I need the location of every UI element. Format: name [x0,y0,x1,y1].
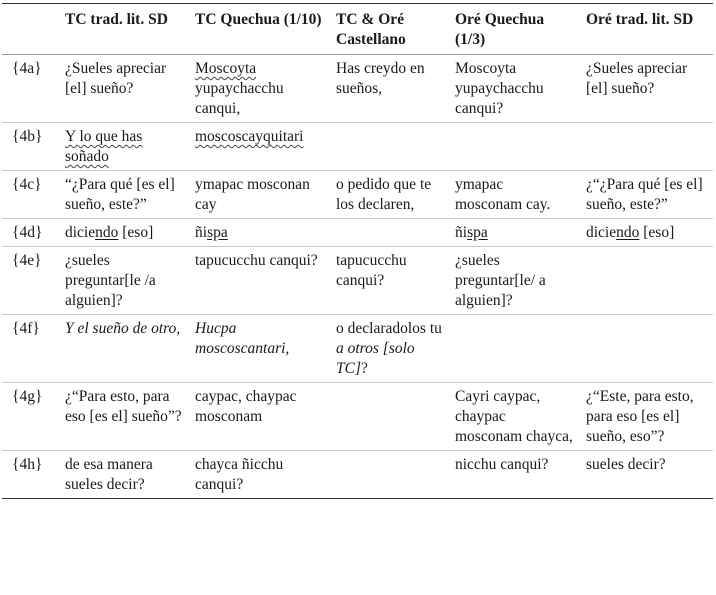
header-tc-ore-castellano: TC & Oré Castellano [336,11,406,48]
cell-ore-quechua [447,123,578,171]
underlined-text: ndo [616,224,640,241]
italic-text: Hucpa moscoscantari [195,320,286,357]
cell-ore-trad: sueles decir? [586,456,666,473]
cell-ore-trad: ¿Sueles apreciar [el] sueño? [586,60,688,97]
row-label: {4g} [12,388,43,405]
cell-text: yupaychacchu canqui, [195,80,284,117]
row-label: {4d} [12,224,43,241]
cell-ore-trad [578,247,713,315]
cell-text: ñi [195,224,208,241]
comparison-table [2,3,713,499]
header-label [2,4,57,55]
table-row [2,171,713,219]
underlined-text: spa [207,224,228,241]
cell-text: ñi [455,224,468,241]
cell-tc-trad: ¿Sueles apreciar [el] sueño? [65,60,167,97]
cell-text: dicie [65,224,96,241]
cell-ore-quechua [447,219,578,247]
cell-tc-trad: “¿Para qué [es el] sueño, este?” [65,176,175,213]
cell-tc-trad [57,123,187,171]
cell-ore-quechua: ymapac mosconam cay. [455,176,551,213]
header-ore-trad: Oré trad. lit. SD [586,11,694,28]
cell-castellano [328,383,447,451]
header-row [2,4,713,55]
underlined-text: spa [467,224,488,241]
cell-tc-quechua: ymapac mosconan cay [195,176,310,213]
cell-ore-quechua: ¿sueles preguntar[le/ a alguien]? [455,252,546,309]
header-tc-trad: TC trad. lit. SD [65,11,168,28]
table-row [2,247,713,315]
table-row [2,55,713,123]
cell-ore-trad [578,315,713,383]
cell-text: dicie [586,224,617,241]
cell-castellano [328,451,447,499]
cell-text: [eso] [639,224,675,241]
cell-text: ? [361,360,368,377]
cell-ore-quechua [447,315,578,383]
wavy-text: Y lo que has soñado [65,128,143,165]
cell-castellano: tapucucchu canqui? [336,252,407,289]
cell-tc-trad: ¿sueles preguntar[le /a alguien]? [65,252,156,309]
cell-castellano [328,315,447,383]
cell-tc-trad: ¿“Para esto, para eso [es el] sueño”? [65,388,182,425]
cell-text: [eso] [118,224,154,241]
cell-tc-quechua [187,315,328,383]
row-label: {4c} [12,176,42,193]
cell-tc-trad [57,219,187,247]
cell-tc-quechua: tapucucchu canqui? [195,252,318,269]
row-label: {4h} [12,456,43,473]
table-row [2,315,713,383]
cell-tc-quechua [187,123,328,171]
cell-castellano [328,123,447,171]
cell-tc-quechua [187,55,328,123]
row-label: {4f} [12,320,40,337]
cell-castellano: Has creydo en sueños, [336,60,425,97]
header-tc-quechua: TC Quechua (1/10) [195,11,322,28]
cell-ore-quechua: nicchu canqui? [455,456,549,473]
row-label: {4a} [12,60,42,77]
cell-tc-quechua [187,219,328,247]
table-row [2,123,713,171]
cell-ore-trad: ¿“Este, para esto, para eso [es el] sueño, eso”? [586,388,694,445]
italic-text: a otros [solo TC] [336,340,415,377]
wavy-text: moscoscayquitari [195,128,304,145]
table-row [2,451,713,499]
cell-text: , [176,320,181,337]
row-label: {4b} [12,128,43,145]
italic-text: Y el sueño de otro [65,320,177,337]
cell-ore-trad: ¿“¿Para qué [es el] sueño, este?” [586,176,703,213]
cell-ore-trad [578,123,713,171]
header-ore-quechua: Oré Quechua (1/3) [455,11,545,48]
cell-ore-trad [578,219,713,247]
underlined-text: ndo [95,224,119,241]
cell-text: , [285,340,290,357]
cell-castellano: o pedido que te los declaren, [336,176,432,213]
table-row [2,383,713,451]
row-label: {4e} [12,252,42,269]
cell-castellano [328,219,447,247]
table-row [2,219,713,247]
cell-tc-quechua: chayca ñicchu canqui? [195,456,284,493]
cell-tc-quechua: caypac, chaypac mosconam [195,388,297,425]
cell-tc-trad [57,315,187,383]
cell-ore-quechua: Moscoyta yupaychacchu canqui? [455,60,544,117]
wavy-text: Moscoyta [195,60,257,77]
cell-tc-trad: de esa manera sueles decir? [65,456,153,493]
cell-ore-quechua: Cayri caypac, chaypac mosconam chayca, [455,388,573,445]
cell-text: o declaradolos tu [336,320,442,337]
